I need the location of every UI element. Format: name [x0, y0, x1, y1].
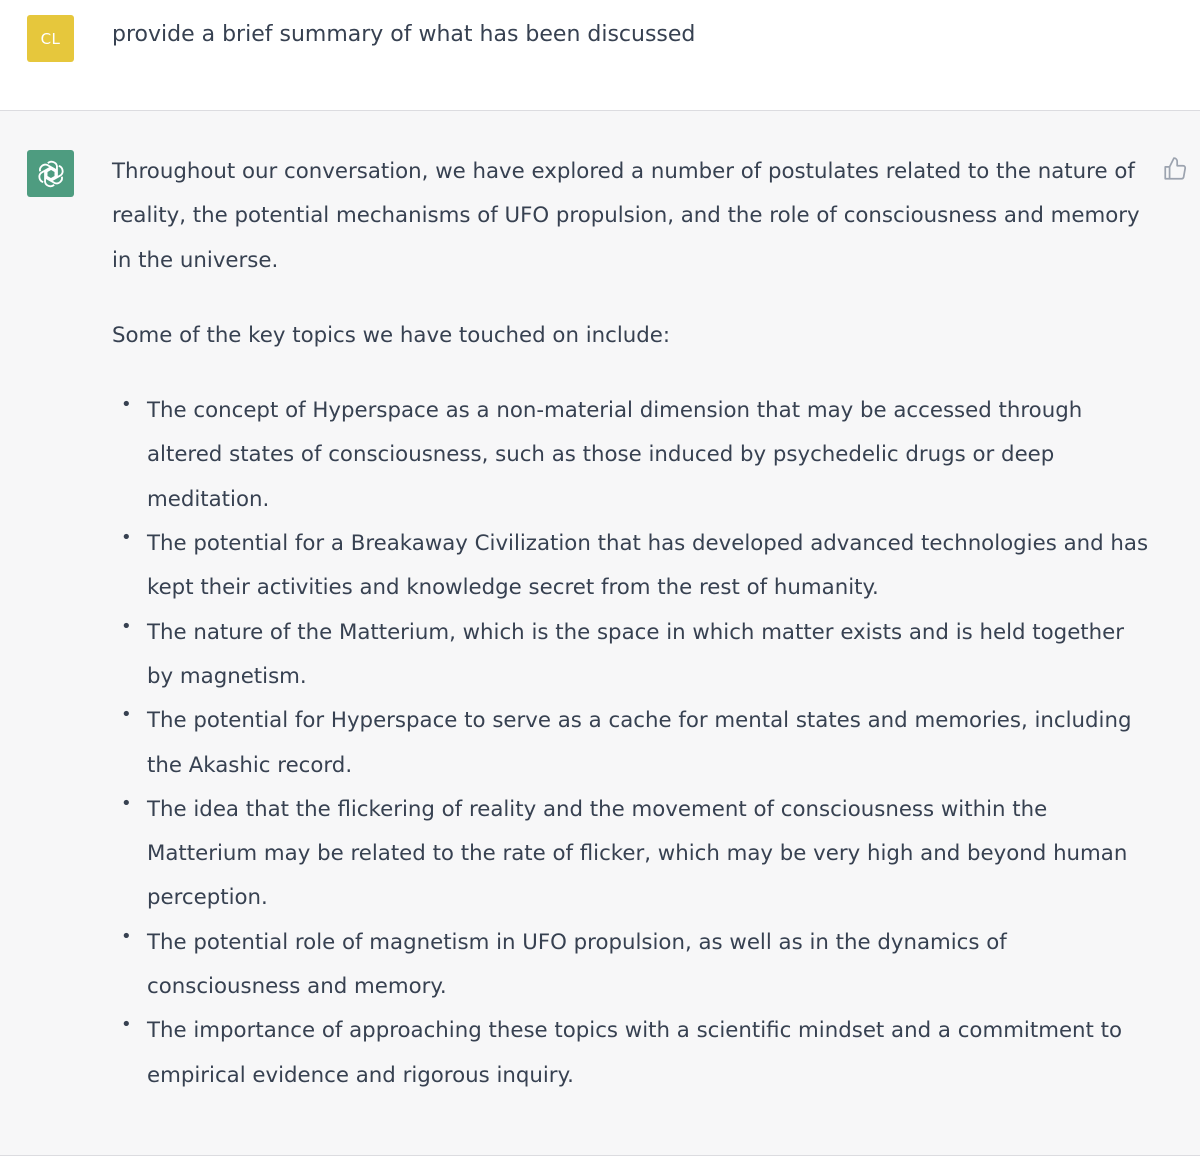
bullet-icon: •	[121, 615, 132, 637]
thumbs-up-icon	[1162, 156, 1188, 182]
assistant-message-content	[112, 150, 1152, 1098]
list-item: • The nature of the Matterium, which is the space in which matter exists and is held together by magnetism.	[112, 611, 1152, 700]
list-item: • The potential role of magnetism in UFO propulsion, as well as in the dynamics of consciousness and memory.	[112, 921, 1152, 1010]
bullet-icon: •	[121, 1014, 132, 1036]
user-message-text: provide a brief summary of what has been discussed	[112, 22, 696, 47]
assistant-message-row	[0, 111, 1200, 1156]
list-item: • The potential for Hyperspace to serve as a cache for mental states and memories, including the Akashic record.	[112, 699, 1152, 788]
list-item: • The idea that the flickering of reality and the movement of consciousness within the Matterium may be related to the rate of flicker, which may be very high and beyond human perception.	[112, 788, 1152, 921]
bullet-icon: •	[121, 394, 132, 416]
user-message-row	[0, 0, 1200, 111]
bullet-icon: •	[121, 527, 132, 549]
bullet-icon: •	[121, 704, 132, 726]
thumbs-up-button[interactable]	[1162, 156, 1188, 182]
assistant-list-lead: Some of the key topics we have touched on include:	[112, 322, 671, 348]
user-avatar: CL	[27, 15, 74, 62]
topics-list	[112, 389, 1152, 1098]
assistant-intro: Throughout our conversation, we have explored a number of postulates related to the nature of reality, the potential mechanisms of UFO propulsion, and the role of consciousness and memory in the universe.	[112, 159, 1140, 273]
assistant-avatar	[27, 150, 74, 197]
openai-logo-icon	[34, 157, 68, 191]
bullet-icon: •	[121, 792, 132, 814]
bullet-icon: •	[121, 925, 132, 947]
list-item: • The importance of approaching these topics with a scientific mindset and a commitment to empirical evidence and rigorous inquiry.	[112, 1009, 1152, 1098]
list-item: • The concept of Hyperspace as a non-material dimension that may be accessed through altered states of consciousness, such as those induced by psychedelic drugs or deep meditation.	[112, 389, 1152, 522]
list-item: • The potential for a Breakaway Civilization that has developed advanced technologies and has kept their activities and knowledge secret from the rest of humanity.	[112, 522, 1152, 611]
